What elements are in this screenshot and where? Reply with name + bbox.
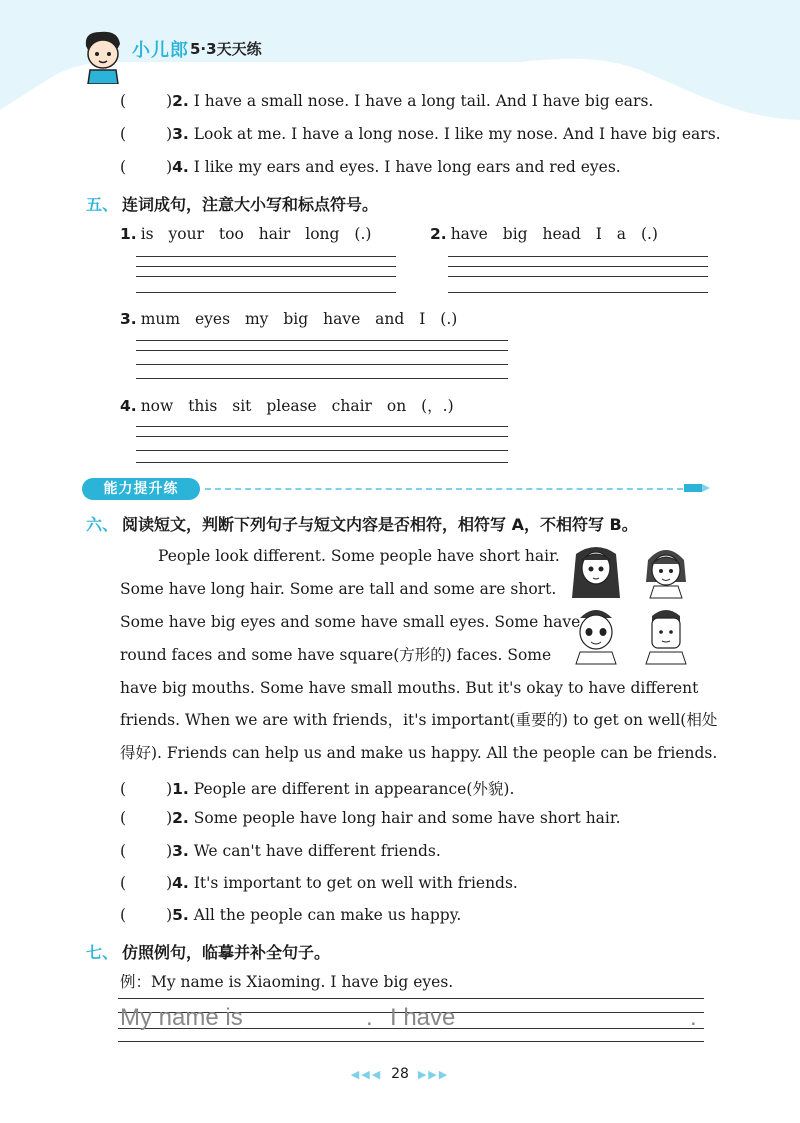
judge-item: ( )3. We can't have different friends.: [120, 842, 441, 860]
word-order-question: 4. now this sit please chair on (，.): [120, 397, 454, 415]
answer-lines[interactable]: [448, 256, 708, 292]
answer-lines[interactable]: [136, 426, 508, 462]
trace-text: My name is: [120, 1004, 243, 1031]
judge-item: ( )4. It's important to get on well with friends.: [120, 874, 518, 892]
boy-big-eyes-face: [576, 610, 616, 664]
passage-line: have big mouths. Some have small mouths. But it's okay to have different: [120, 679, 699, 697]
page-number: 28: [391, 1066, 409, 1082]
handwriting-lines[interactable]: [118, 998, 704, 1042]
boy-square-face: [646, 610, 686, 664]
section-title: 五、 连词成句，注意大小写和标点符号。: [86, 195, 379, 214]
judge-item: ( )5. All the people can make us happy.: [120, 906, 462, 924]
section-title: 七、 仿照例句，临摹并补全句子。: [86, 943, 331, 962]
pencil-icon: [684, 482, 710, 494]
judge-item: ( )1. People are different in appearance(外貌).: [120, 780, 515, 798]
trace-text: I have: [390, 1004, 456, 1031]
page-footer: [0, 1066, 800, 1082]
passage-line: Some have long hair. Some are tall and some are short.: [120, 580, 557, 598]
passage-line: 得好). Friends can help us and make us happy. All the people can be friends.: [120, 744, 718, 762]
answer-lines[interactable]: [136, 340, 508, 376]
trace-period: .: [366, 1004, 373, 1031]
boy-mascot-icon: [78, 28, 126, 84]
series-name: 5·3天天练: [190, 40, 262, 58]
passage-line: Some have big eyes and some have small eyes. Some have: [120, 613, 581, 631]
section-title: 六、 阅读短文，判断下列句子与短文内容是否相符，相符写 A，不相符写 B。: [86, 515, 638, 534]
judge-item: ( )2. Some people have long hair and some have short hair.: [120, 809, 621, 827]
banner-label: 能力提升练: [82, 478, 200, 500]
passage-line: friends. When we are with friends，it's important(重要的) to get on well(相处: [120, 711, 718, 729]
right-arrows-icon: ▶▶▶: [417, 1068, 450, 1081]
answer-lines[interactable]: [136, 256, 396, 292]
brand-name: 小儿郎: [132, 40, 189, 61]
passage-line: round faces and some have square(方形的) faces. Some: [120, 646, 552, 664]
word-order-question: 1. is your too hair long (.): [120, 225, 372, 243]
trace-period: .: [690, 1004, 697, 1031]
left-arrows-icon: ◀◀◀: [350, 1068, 383, 1081]
passage-line: People look different. Some people have short hair.: [158, 547, 560, 565]
judge-item: ( )3. Look at me. I have a long nose. I like my nose. And I have big ears.: [120, 125, 721, 143]
word-order-question: 3. mum eyes my big have and I (.): [120, 310, 458, 328]
judge-item: ( )4. I like my ears and eyes. I have long ears and red eyes.: [120, 158, 621, 176]
faces-illustration: [566, 542, 716, 666]
judge-item: ( )2. I have a small nose. I have a long tail. And I have big ears.: [120, 92, 654, 110]
girl-short-hair-face: [646, 550, 686, 598]
girl-long-hair-face: [572, 547, 620, 598]
example-sentence: 例：My name is Xiaoming. I have big eyes.: [120, 973, 454, 991]
banner-divider: [205, 488, 683, 490]
word-order-question: 2. have big head I a (.): [430, 225, 658, 243]
